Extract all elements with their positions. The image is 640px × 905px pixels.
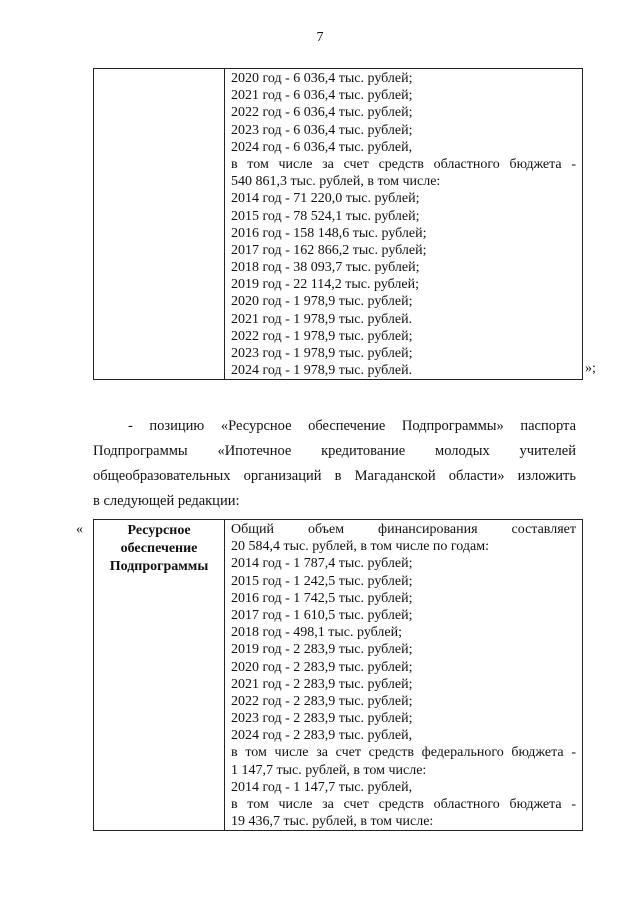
opening-quote: « xyxy=(76,522,83,537)
table-line: 2017 год - 1 610,5 тыс. рублей; xyxy=(231,607,413,623)
funding-table-continued xyxy=(93,68,583,380)
label-line: Ресурсное xyxy=(127,523,191,538)
paragraph-line: в следующей редакции: xyxy=(93,493,240,509)
table2-content-cell xyxy=(225,520,583,831)
table-line: 2019 год - 2 283,9 тыс. рублей; xyxy=(231,642,413,658)
table-line: 19 436,7 тыс. рублей, в том числе: xyxy=(231,814,434,830)
table-line: 2022 год - 6 036,4 тыс. рублей; xyxy=(231,105,413,121)
paragraph-line: Подпрограммы «Ипотечное кредитование молодых учителей xyxy=(93,443,576,459)
table-line: 2015 год - 78 524,1 тыс. рублей; xyxy=(231,208,420,224)
table-line: 2015 год - 1 242,5 тыс. рублей; xyxy=(231,573,413,589)
closing-quote: »; xyxy=(585,361,596,376)
page-number: 7 xyxy=(316,30,324,45)
table-line: 2023 год - 1 978,9 тыс. рублей; xyxy=(231,346,413,361)
instruction-paragraph xyxy=(93,414,576,514)
table-line: 2014 год - 1 147,7 тыс. рублей, xyxy=(231,779,413,795)
table-line: 2023 год - 6 036,4 тыс. рублей; xyxy=(231,122,413,138)
table-line: 2024 год - 1 978,9 тыс. рублей. xyxy=(231,363,413,379)
table-line: 2021 год - 6 036,4 тыс. рублей; xyxy=(231,88,413,104)
table-line: 2022 год - 2 283,9 тыс. рублей; xyxy=(231,693,413,709)
table-line: 20 584,4 тыс. рублей, в том числе по годам: xyxy=(231,539,489,555)
table-line: в том числе за счет средств областного бюджета - xyxy=(231,797,576,812)
table-line: 2014 год - 71 220,0 тыс. рублей; xyxy=(231,191,420,207)
table-line: 2018 год - 498,1 тыс. рублей; xyxy=(231,625,403,641)
table-line: в том числе за счет средств федерального бюджета - xyxy=(231,745,576,761)
paragraph-line: - позицию «Ресурсное обеспечение Подпрограммы» паспорта xyxy=(128,418,576,434)
table-line: 2024 год - 6 036,4 тыс. рублей, xyxy=(231,139,413,155)
table-line: 540 861,3 тыс. рублей, в том числе: xyxy=(231,174,441,190)
table1-empty-label-cell xyxy=(94,69,225,380)
table2-label-cell xyxy=(94,520,225,831)
table-line: 2017 год - 162 866,2 тыс. рублей; xyxy=(231,242,427,258)
table-line: 2016 год - 1 742,5 тыс. рублей; xyxy=(231,590,413,606)
label-line: обеспечение xyxy=(120,541,198,556)
table-line: 2016 год - 158 148,6 тыс. рублей; xyxy=(231,225,427,241)
table-line: 2020 год - 1 978,9 тыс. рублей; xyxy=(231,294,413,310)
table-line: 1 147,7 тыс. рублей, в том числе: xyxy=(231,762,427,778)
paragraph-line: общеобразовательных организаций в Магаданской области» изложить xyxy=(93,468,576,484)
table-line: 2024 год - 2 283,9 тыс. рублей, xyxy=(231,728,413,744)
table-line: 2023 год - 2 283,9 тыс. рублей; xyxy=(231,711,413,727)
table-line: 2020 год - 6 036,4 тыс. рублей; xyxy=(231,71,413,86)
table-line: 2022 год - 1 978,9 тыс. рублей; xyxy=(231,328,413,344)
table-line: 2020 год - 2 283,9 тыс. рублей; xyxy=(231,659,413,675)
table-line: в том числе за счет средств областного бюджета - xyxy=(231,156,576,172)
table1-content-cell xyxy=(225,69,583,380)
resource-provision-table xyxy=(93,519,583,831)
table-line: 2014 год - 1 787,4 тыс. рублей; xyxy=(231,556,413,572)
table-line: 2021 год - 1 978,9 тыс. рублей. xyxy=(231,311,413,327)
table-line: 2018 год - 38 093,7 тыс. рублей; xyxy=(231,260,420,276)
table-line: 2019 год - 22 114,2 тыс. рублей; xyxy=(231,277,419,293)
table-line: 2021 год - 2 283,9 тыс. рублей; xyxy=(231,676,413,692)
label-line: Подпрограммы xyxy=(109,559,209,574)
table-line: Общий объем финансирования составляет xyxy=(231,522,576,537)
